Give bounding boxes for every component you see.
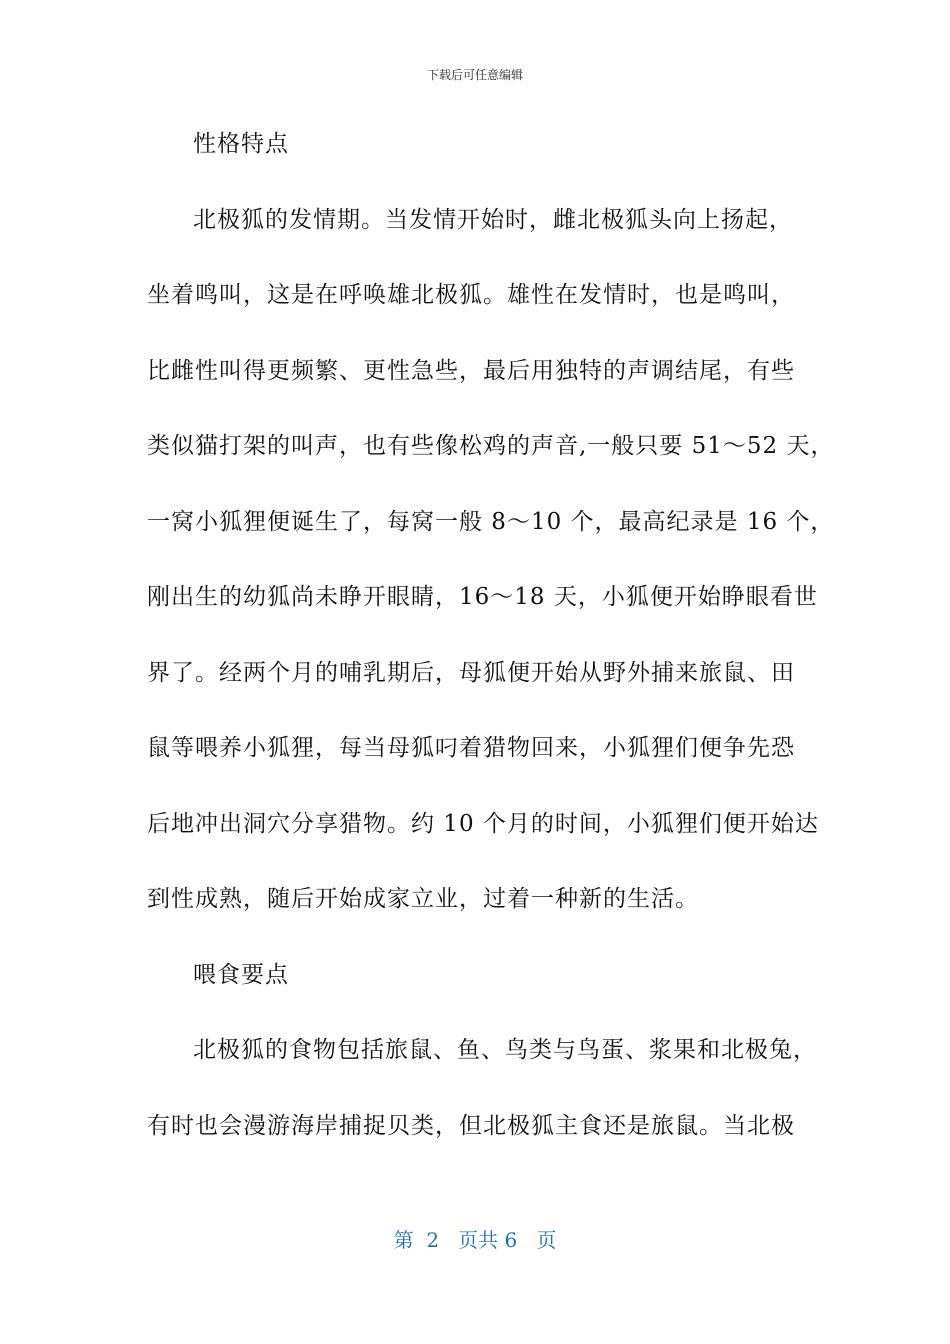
paragraph-line: 北极狐的发情期。当发情开始时，雌北极狐头向上扬起， (193, 206, 793, 233)
paragraph-line: 有时也会漫游海岸捕捉贝类，但北极狐主食还是旅鼠。当北极 (147, 1112, 795, 1139)
paragraph-line: 一窝小狐狸便诞生了，每窝一般 8～10 个，最高纪录是 16 个， (147, 508, 835, 535)
paragraph-line: 坐着鸣叫，这是在呼唤雄北极狐。雄性在发情时，也是鸣叫， (147, 282, 795, 308)
paragraph-line: 界了。经两个月的哺乳期后，母狐便开始从野外捕来旅鼠、田 (147, 659, 795, 686)
section-heading-feeding: 喂食要点 (193, 961, 289, 988)
paragraph-line: 类似猫打架的叫声，也有些像松鸡的声音,一般只要 51～52 天， (147, 433, 835, 459)
paragraph-line: 到性成熟，随后开始成家立业，过着一种新的生活。 (147, 886, 699, 912)
page-footer-number: 第 2 页共 6 页 (393, 1228, 557, 1252)
paragraph-line: 后地冲出洞穴分享猎物。约 10 个月的时间，小狐狸们便开始达 (147, 810, 819, 837)
paragraph-line: 鼠等喂养小狐狸，每当母狐叼着猎物回来，小狐狸们便争先恐 (147, 735, 795, 761)
page-header-note: 下载后可任意编辑 (426, 68, 523, 82)
paragraph-line: 北极狐的食物包括旅鼠、鱼、鸟类与鸟蛋、浆果和北极兔， (193, 1037, 817, 1063)
section-heading-personality: 性格特点 (193, 131, 289, 157)
paragraph-line: 比雌性叫得更频繁、更性急些，最后用独特的声调结尾，有些 (147, 357, 795, 384)
document-body (147, 118, 835, 1175)
paragraph-line: 刚出生的幼狐尚未睁开眼睛，16～18 天，小狐便开始睁眼看世 (147, 584, 818, 610)
